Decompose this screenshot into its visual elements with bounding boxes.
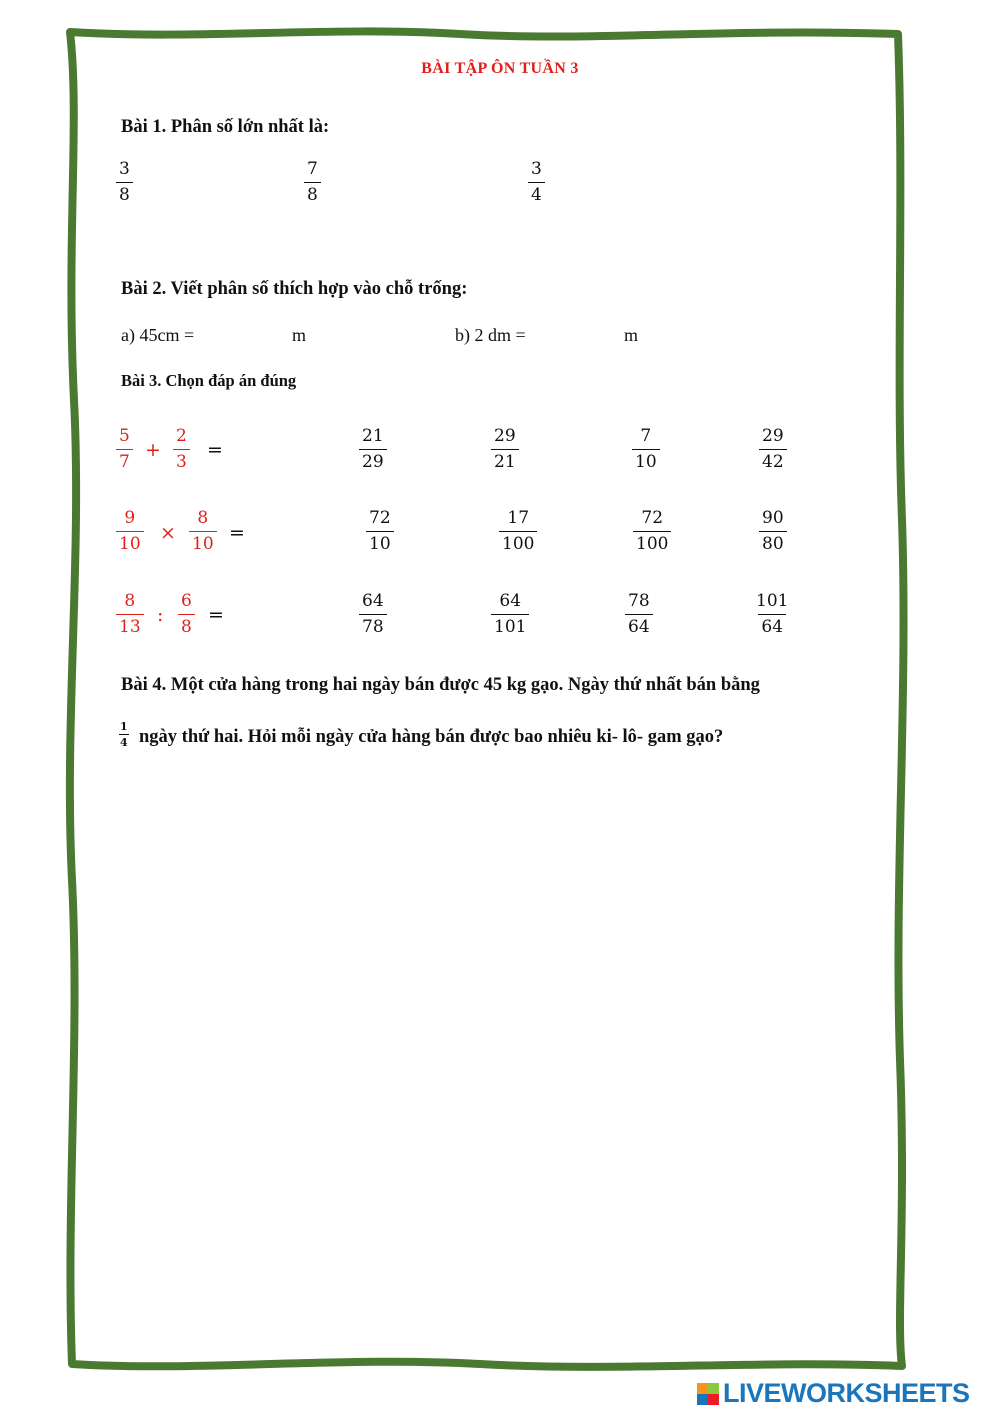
bai1-option-2[interactable]: [304, 161, 321, 204]
fraction-denominator: 10: [116, 531, 144, 553]
bai4-problem-line2: ngày thứ hai. Hỏi mỗi ngày cửa hàng bán được bao nhiêu ki- lô- gam gạo?: [139, 727, 724, 747]
fraction-denominator: 80: [759, 531, 787, 553]
bai3-row3-answer-3[interactable]: [625, 593, 653, 636]
fraction-numerator: 78: [628, 591, 650, 611]
bai2-a-unit: m: [292, 325, 307, 345]
fraction-denominator: 8: [304, 182, 321, 204]
bai2-b-answer-field[interactable]: [545, 322, 615, 348]
fraction-numerator: 7: [640, 426, 652, 446]
fraction-numerator: 21: [362, 426, 384, 446]
fraction-denominator: 64: [758, 614, 786, 636]
equals-sign: =: [229, 522, 245, 544]
bai3-row2-left-fraction: [116, 510, 144, 553]
bai3-row3-answer-4[interactable]: [753, 593, 791, 636]
fraction-numerator: 17: [507, 508, 530, 528]
fraction-numerator: 64: [499, 591, 522, 611]
equals-sign: =: [207, 439, 223, 461]
fraction-denominator: 4: [528, 182, 545, 204]
liveworksheets-logo-icon: [697, 1383, 719, 1405]
bai1-option-3[interactable]: [528, 161, 545, 204]
bai3-row1-answer-1[interactable]: [359, 428, 387, 471]
fraction-denominator: 100: [633, 531, 671, 553]
bai3-row3-answer-2[interactable]: [491, 593, 529, 636]
bai3-row1-left-fraction: [116, 428, 133, 471]
fraction-denominator: 7: [116, 449, 133, 471]
fraction-numerator: 3: [119, 159, 130, 179]
fraction-denominator: 13: [116, 614, 144, 636]
bai3-row2-answer-2[interactable]: [499, 510, 537, 553]
fraction-numerator: 72: [641, 508, 664, 528]
worksheet-title: BÀI TẬP ÔN TUẦN 3: [421, 60, 579, 77]
bai3-row2-answer-1[interactable]: [366, 510, 394, 553]
fraction-numerator: 64: [362, 591, 384, 611]
fraction-denominator: 78: [359, 614, 387, 636]
fraction-denominator: 8: [178, 614, 195, 636]
fraction-numerator: 101: [756, 591, 789, 611]
fraction-denominator: 10: [632, 449, 660, 471]
bai3-heading: Bài 3. Chọn đáp án đúng: [121, 371, 297, 390]
fraction-numerator: 90: [762, 508, 784, 528]
bai2-b-label: b) 2 dm =: [455, 325, 526, 345]
fraction-denominator: 64: [625, 614, 653, 636]
bai2-heading: Bài 2. Viết phân số thích hợp vào chỗ trống:: [121, 279, 468, 299]
bai3-row3-right-fraction: [178, 593, 195, 636]
bai2-b-unit: m: [624, 325, 639, 345]
bai3-row2-right-fraction: [189, 510, 217, 553]
fraction-denominator: 8: [116, 182, 133, 204]
bai3-row3-answer-1[interactable]: [359, 593, 387, 636]
fraction-numerator: 8: [124, 591, 136, 611]
divide-operator: :: [157, 604, 164, 626]
fraction-numerator: 6: [181, 591, 192, 611]
fraction-denominator: 101: [491, 614, 529, 636]
bai3-row3-left-fraction: [116, 593, 144, 636]
bai1-option-1[interactable]: [116, 161, 133, 204]
bai1-heading: Bài 1. Phân số lớn nhất là:: [121, 117, 330, 137]
bai4-fraction: [119, 721, 129, 748]
fraction-denominator: 100: [499, 531, 537, 553]
fraction-numerator: 72: [369, 508, 391, 528]
liveworksheets-brand[interactable]: [697, 1378, 970, 1409]
brand-name: LIVEWORKSHEETS: [723, 1378, 970, 1408]
fraction-denominator: 29: [359, 449, 387, 471]
equals-sign: =: [208, 604, 224, 626]
fraction-numerator: 7: [307, 159, 318, 179]
bai3-row1-right-fraction: [173, 428, 190, 471]
bai2-a-answer-field[interactable]: [215, 322, 285, 348]
plus-operator: +: [145, 439, 161, 461]
bai3-row2-answer-3[interactable]: [633, 510, 671, 553]
multiply-operator: ×: [160, 522, 176, 544]
fraction-denominator: 4: [120, 736, 128, 749]
fraction-numerator: 8: [197, 508, 209, 528]
fraction-denominator: 3: [173, 449, 190, 471]
fraction-numerator: 29: [762, 426, 784, 446]
fraction-numerator: 1: [120, 720, 128, 733]
fraction-numerator: 9: [124, 508, 136, 528]
fraction-numerator: 3: [531, 159, 542, 179]
fraction-numerator: 2: [176, 426, 187, 446]
bai3-row1-answer-2[interactable]: [491, 428, 519, 471]
bai3-row1-answer-3[interactable]: [632, 428, 660, 471]
fraction-denominator: 10: [366, 531, 394, 553]
bai2-a-label: a) 45cm =: [121, 325, 195, 345]
bai4-problem-line1: Bài 4. Một cửa hàng trong hai ngày bán được 45 kg gạo. Ngày thứ nhất bán bằng: [121, 675, 760, 695]
bai3-row1-answer-4[interactable]: [759, 428, 787, 471]
fraction-denominator: 42: [759, 449, 787, 471]
fraction-numerator: 5: [119, 426, 130, 446]
fraction-numerator: 29: [494, 426, 516, 446]
fraction-denominator: 10: [189, 531, 217, 553]
fraction-denominator: 21: [491, 449, 519, 471]
bai3-row2-answer-4[interactable]: [759, 510, 787, 553]
